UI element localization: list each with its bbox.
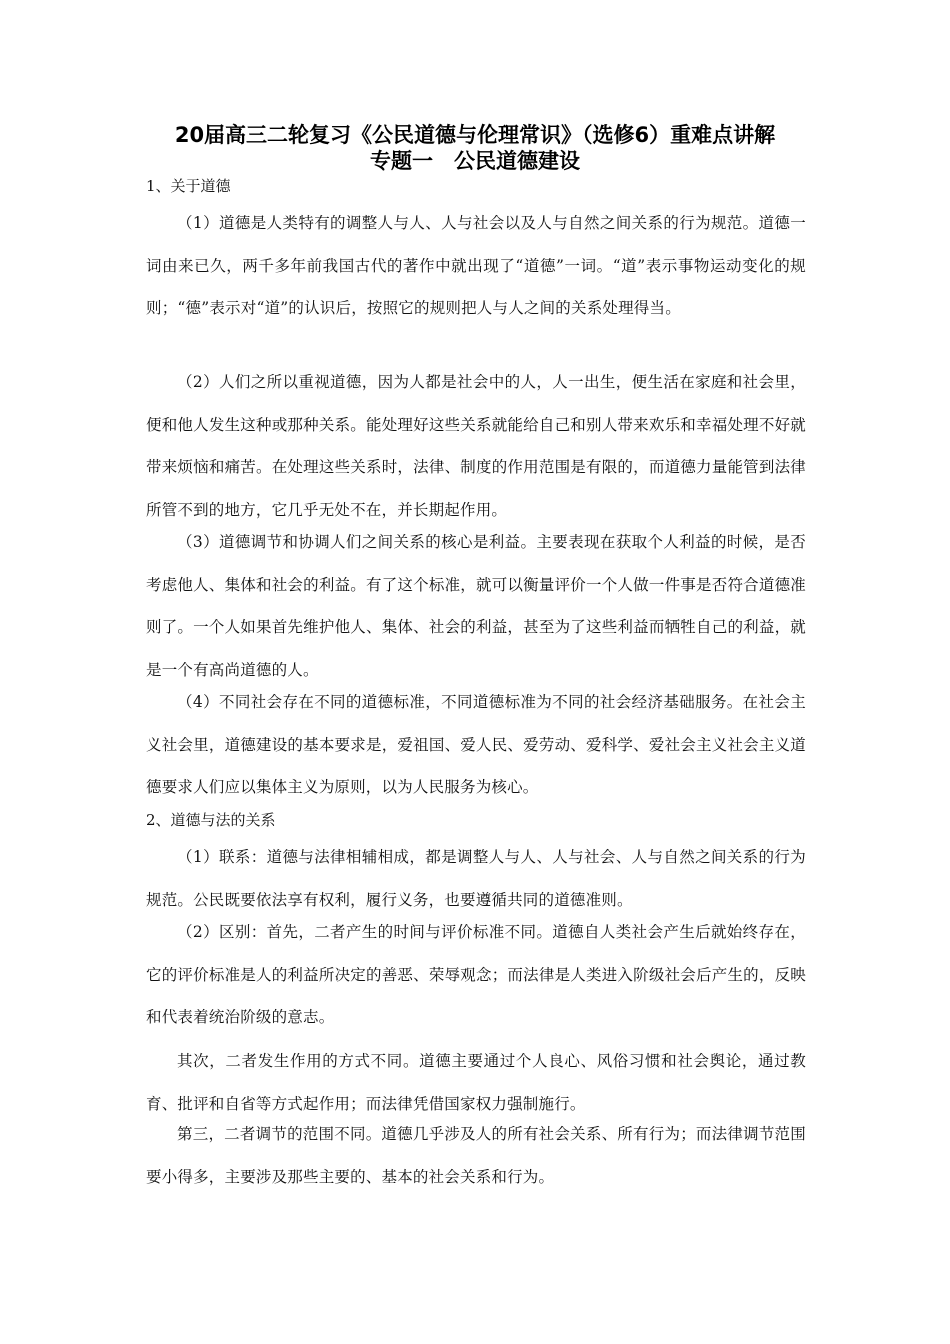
- paragraph: 其次，二者发生作用的方式不同。道德主要通过个人良心、风俗习惯和社会舆论，通过教育、批评和自省等方式起作用；而法律凭借国家权力强制施行。: [146, 1052, 806, 1113]
- paragraph: （1）道德是人类特有的调整人与人、人与社会以及人与自然之间关系的行为规范。道德一词由来已久，两千多年前我国古代的著作中就出现了“道德”一词。“道”表示事物运动变化的规则；“德”表示对“道”的认识后，按照它的规则把人与人之间的关系处理得当。: [146, 214, 806, 317]
- section-heading: 1、关于道德: [146, 177, 231, 195]
- document-subtitle: 专题一 公民道德建设: [370, 149, 580, 173]
- document-title: 20届高三二轮复习《公民道德与伦理常识》（选修6）重难点讲解: [174, 123, 776, 147]
- paragraph: （1）联系：道德与法律相辅相成，都是调整人与人、人与社会、人与自然之间关系的行为规范。公民既要依法享有权利，履行义务，也要遵循共同的道德准则。: [146, 848, 806, 909]
- paragraph: 第三，二者调节的范围不同。道德几乎涉及人的所有社会关系、所有行为；而法律调节范围要小得多，主要涉及那些主要的、基本的社会关系和行为。: [146, 1125, 806, 1186]
- paragraph: （2）人们之所以重视道德，因为人都是社会中的人，人一出生，便生活在家庭和社会里，便和他人发生这种或那种关系。能处理好这些关系就能给自己和别人带来欢乐和幸福处理不好就带来烦恼和痛苦。在处理这些关系时，法律、制度的作用范围是有限的，而道德力量能管到法律所管不到的地方，它几乎无处不在，并长期起作用。: [146, 373, 806, 519]
- paragraph: （2）区别：首先，二者产生的时间与评价标准不同。道德自人类社会产生后就始终存在，它的评价标准是人的利益所决定的善恶、荣辱观念；而法律是人类进入阶级社会后产生的，反映和代表着统治阶级的意志。: [146, 923, 806, 1026]
- section-heading: 2、道德与法的关系: [146, 811, 276, 829]
- paragraph: （3）道德调节和协调人们之间关系的核心是利益。主要表现在获取个人利益的时候，是否考虑他人、集体和社会的利益。有了这个标准，就可以衡量评价一个人做一件事是否符合道德准则了。一个人如果首先维护他人、集体、社会的利益，甚至为了这些利益而牺牲自己的利益，就是一个有高尚道德的人。: [146, 533, 806, 679]
- paragraph: （4）不同社会存在不同的道德标准，不同道德标准为不同的社会经济基础服务。在社会主义社会里，道德建设的基本要求是，爱祖国、爱人民、爱劳动、爱科学、爱社会主义社会主义道德要求人们应以集体主义为原则，以为人民服务为核心。: [146, 693, 806, 796]
